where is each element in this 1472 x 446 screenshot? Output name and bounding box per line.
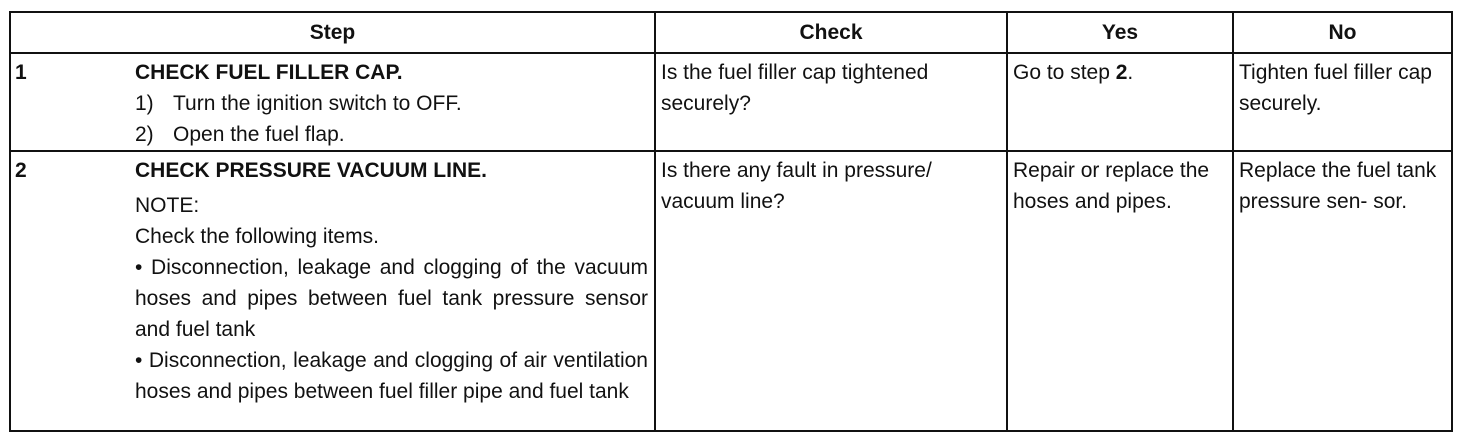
procedure-number: 1) <box>135 92 154 115</box>
note-intro: Check the following items. <box>135 225 379 248</box>
yes-text <box>1008 54 1232 88</box>
yes-suffix: . <box>1127 61 1134 84</box>
header-no: No <box>1233 12 1452 53</box>
header-row <box>10 12 1452 53</box>
diagnostic-table <box>9 11 1453 432</box>
procedure-text: Open the fuel flap. <box>173 123 345 146</box>
step-number: 1 <box>15 61 27 84</box>
yes-prefix: Go to step <box>1013 61 1116 84</box>
note-bullet: • Disconnection, leakage and clogging of the vacuum hoses and pipes between fuel tank pressure sensor and fuel tank <box>135 256 648 341</box>
note-label: NOTE: <box>135 194 200 217</box>
no-cell <box>1233 151 1452 431</box>
step-title: CHECK FUEL FILLER CAP. <box>135 61 403 84</box>
procedure-number: 2) <box>135 123 154 146</box>
header-yes: Yes <box>1007 12 1233 53</box>
note-bullet: • Disconnection, leakage and clogging of air ventilation hoses and pipes between fuel filler pipe and fuel tank <box>135 349 648 403</box>
check-cell <box>655 151 1007 431</box>
no-text: Replace the fuel tank pressure sen- sor. <box>1239 159 1437 213</box>
step-cell <box>10 151 655 431</box>
table-row <box>10 53 1452 151</box>
check-cell <box>655 53 1007 151</box>
header-check: Check <box>655 12 1007 53</box>
procedure-text: Turn the ignition switch to OFF. <box>173 92 462 115</box>
table-row <box>10 151 1452 431</box>
check-text: Is there any fault in pressure/ vacuum line? <box>661 159 932 213</box>
no-text: Tighten fuel filler cap securely. <box>1239 61 1432 115</box>
yes-cell <box>1007 151 1233 431</box>
yes-step-link: 2 <box>1115 61 1128 84</box>
procedure-item <box>135 119 648 150</box>
no-cell <box>1233 53 1452 151</box>
step-title: CHECK PRESSURE VACUUM LINE. <box>135 159 487 182</box>
step-number: 2 <box>15 159 27 182</box>
procedure-item <box>135 88 648 119</box>
yes-cell <box>1007 53 1233 151</box>
header-step: Step <box>10 12 655 53</box>
yes-text: Repair or replace the hoses and pipes. <box>1013 159 1210 213</box>
step-cell <box>10 53 655 151</box>
check-text: Is the fuel filler cap tightened securely? <box>661 61 929 115</box>
